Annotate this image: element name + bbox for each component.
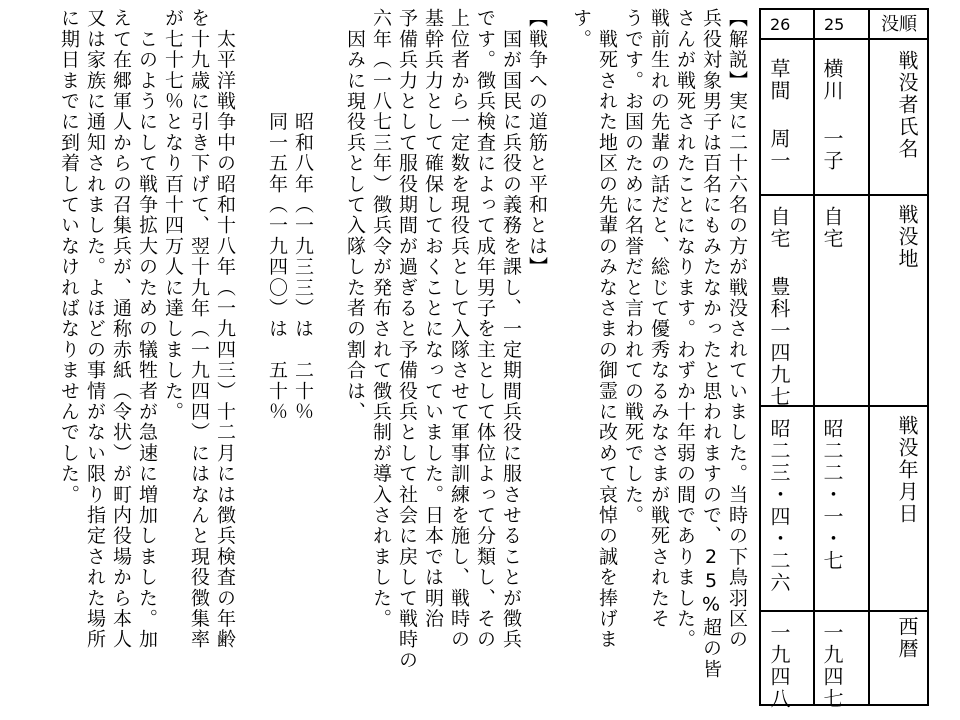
header-botsujun: 没順: [881, 14, 917, 35]
name-25: 横川 一子: [820, 58, 844, 172]
sensou-line: えて在郷軍人からの召集兵が、通称赤紙（令状）が町内役場から本人: [110, 8, 132, 650]
commentary-text: [46, 8, 750, 708]
place-26: 自宅 豊科一四九七: [767, 206, 791, 408]
header-date: 戦没年月日: [895, 415, 919, 525]
sensou-line: 因みに現役兵として入隊した者の割合は、: [344, 8, 366, 422]
seireki-25: 一九四七: [820, 622, 844, 710]
header-seireki: 西暦: [895, 616, 919, 660]
date-26: 昭二三・四・二六: [767, 418, 791, 594]
sensou-line: が七十七％となり百十四万人に達しました。: [162, 8, 184, 422]
sensou-line: 基幹兵力として確保しておくことになっていました。日本では明治: [422, 8, 444, 629]
sensou-line: 同一五年（一九四〇）は 五十％: [266, 8, 288, 422]
entry-number-26: 26: [770, 15, 791, 34]
kaisetsu-line: うです。お国のために名誉だと言われての戦死でした。: [622, 8, 644, 526]
sensou-line: 昭和八年（一九三三）は 二十％: [292, 8, 314, 422]
roster-row-divider: [761, 194, 927, 196]
kaisetsu-line: 【解説】実に二十六名の方が戦没されていました。当時の下鳥羽区の: [726, 8, 748, 650]
roster-table: [759, 8, 929, 710]
roster-row-divider: [761, 610, 927, 612]
sensou-line: を十九歳に引き下げて、翌十九年（一九四四）にはなんと現役徴集率: [188, 8, 210, 650]
sensou-line: です。徴兵検査によって成年男子を主として体位よって分類し、その: [474, 8, 496, 650]
roster-column-divider: [868, 10, 870, 704]
sensou-line: 六年（一八七三年）徴兵令が発布されて徴兵制が導入されました。: [370, 8, 392, 629]
kaisetsu-line: 兵役対象男子は百名にもみたなかったと思われますので、25%超の皆: [700, 8, 722, 680]
sensou-line: 上位者から一定数を現役兵として入隊させて軍事訓練を施し、戦時の: [448, 8, 470, 650]
kaisetsu-line: さんが戦死されたことになります。わずか十年弱の間でありました。: [674, 8, 696, 650]
date-25: 昭二二・一・七: [820, 418, 844, 572]
kaisetsu-line: 戦死された地区の先輩のみなさまの御霊に改めて哀悼の誠を捧げま: [596, 8, 618, 650]
seireki-26: 一九四八: [767, 622, 791, 710]
entry-number-25: 25: [824, 15, 845, 34]
sensou-line: このようにして戦争拡大のための犠牲者が急速に増加しました。加: [136, 8, 158, 650]
sensou-heading: 【戦争への道筋と平和とは】: [526, 8, 548, 278]
kaisetsu-line: す。: [570, 8, 592, 50]
sensou-line: 予備兵力として服役期間が過ぎると予備役兵として社会に戻して戦時の: [396, 8, 418, 671]
header-name: 戦没者氏名: [895, 50, 919, 160]
roster-column-divider: [813, 10, 815, 704]
sensou-line: 国が国民に兵役の義務を課し、一定期間兵役に服させることが徴兵: [500, 8, 522, 650]
kaisetsu-line: 戦前生れの先輩の話だと、総じて優秀なるみなさまが戦死されたそ: [648, 8, 670, 629]
sensou-line: 太平洋戦争中の昭和十八年（一九四三）十二月には徴兵検査の年齢: [214, 8, 236, 650]
place-25: 自宅: [820, 206, 844, 250]
name-26: 草間 周一: [767, 58, 791, 172]
sensou-line: に期日までに到着していなければなりませんでした。: [58, 8, 80, 505]
sensou-line: 又は家族に通知されました。よほどの事情がない限り指定された場所: [84, 8, 106, 650]
header-place: 戦没地: [895, 204, 919, 270]
